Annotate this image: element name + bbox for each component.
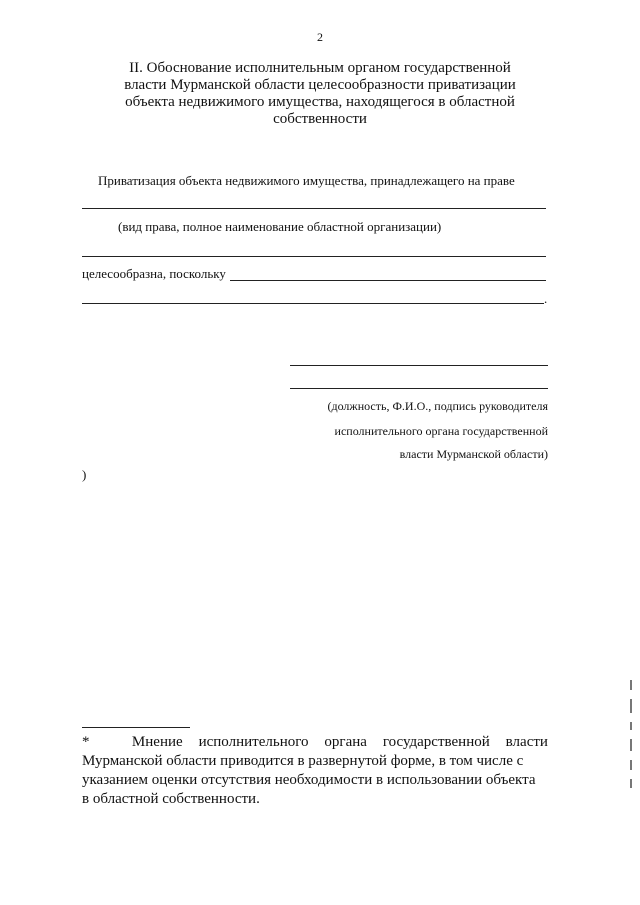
footnote-line: указанием оценки отсутствия необходимости в использовании объекта (82, 772, 536, 788)
signature-caption-line: (должность, Ф.И.О., подпись руководителя (327, 399, 548, 413)
signature-caption-line: власти Мурманской области) (399, 447, 548, 461)
privatization-text: Приватизация объекта недвижимого имущества, принадлежащего на праве (98, 173, 515, 188)
stray-mark: ) (82, 467, 87, 482)
footnote-word: государственной (382, 734, 490, 750)
footnote-separator (82, 727, 190, 728)
signature-line (290, 388, 548, 389)
blank-line-organization (82, 256, 546, 257)
footnote-line (82, 733, 548, 752)
blank-line-reason-continued (82, 303, 544, 304)
section-title-line: II. Обоснование исполнительным органом государственной (129, 60, 511, 76)
reason-label: целесообразна, поскольку (82, 266, 226, 281)
footnote-word: органа (324, 734, 367, 750)
signature-line (290, 365, 548, 366)
section-title-line: власти Мурманской области целесообразности приватизации (124, 77, 516, 93)
signature-caption-line: исполнительного органа государственной (334, 424, 548, 438)
footnote-word: власти (505, 734, 548, 750)
scan-edge-marks (630, 680, 634, 840)
footnote-marker: * (82, 734, 90, 750)
footnote-line: Мурманской области приводится в развернутой форме, в том числе с (82, 753, 524, 769)
footnote-word: исполнительного (198, 734, 309, 750)
org-caption: (вид права, полное наименование областной организации) (118, 219, 442, 234)
footnote (82, 733, 548, 809)
blank-line-reason (230, 280, 546, 281)
section-title (100, 60, 540, 128)
section-title-line: собственности (273, 111, 367, 127)
blank-line-right (82, 208, 546, 209)
footnote-word: Мнение (131, 734, 183, 750)
reason-end-period: . (544, 291, 548, 306)
footnote-line: в областной собственности. (82, 791, 260, 807)
page-number: 2 (317, 30, 323, 44)
section-title-line: объекта недвижимого имущества, находящегося в областной (125, 94, 515, 110)
